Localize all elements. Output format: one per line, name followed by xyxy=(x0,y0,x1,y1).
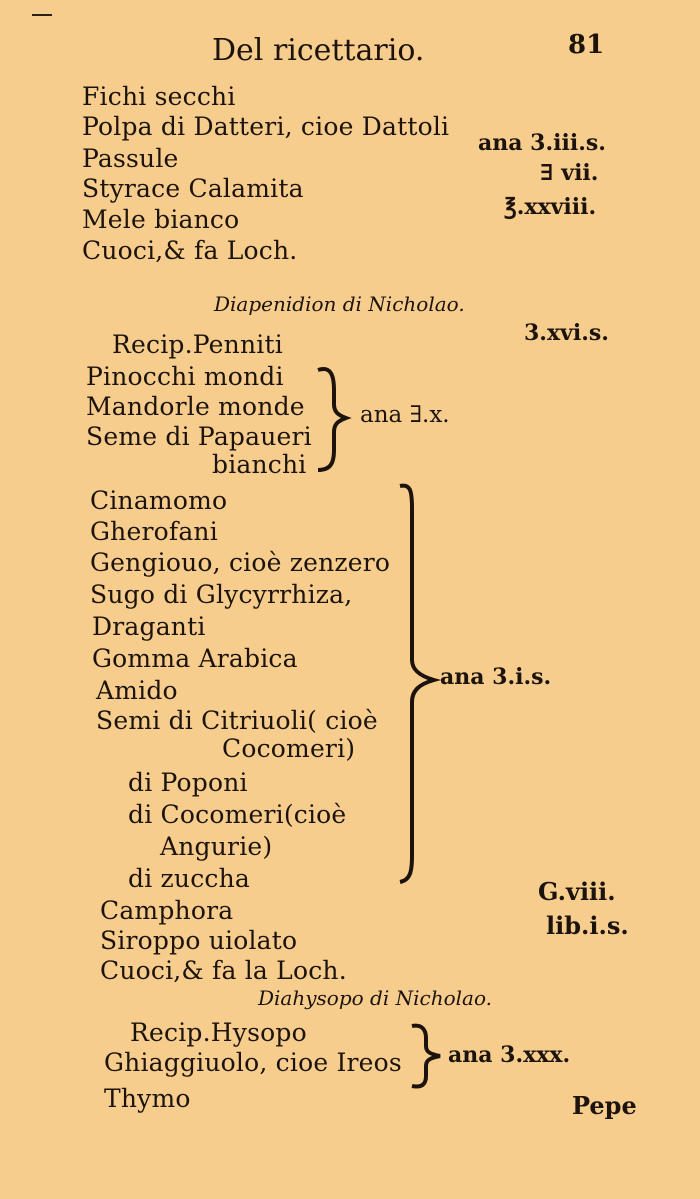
margin-mark xyxy=(32,14,52,16)
ingredient-line: Camphora xyxy=(100,896,234,925)
ingredient-line: Cocomeri) xyxy=(222,734,356,763)
ingredient-line: Polpa di Datteri, cioe Dattoli xyxy=(82,112,450,141)
ingredient-line: bianchi xyxy=(212,450,307,479)
running-title: Del ricettario. xyxy=(212,33,425,68)
ingredient-line: Gomma Arabica xyxy=(92,644,298,673)
ingredient-line: Seme di Papaueri xyxy=(86,422,312,451)
ingredient-line: Mandorle monde xyxy=(86,392,305,421)
ingredient-line: Siroppo uiolato xyxy=(100,926,298,955)
ingredient-line: Gherofani xyxy=(90,517,218,546)
ingredient-line: Sugo di Glycyrrhiza, xyxy=(90,580,353,609)
ingredient-line: Angurie) xyxy=(160,832,273,861)
recipe-heading: Diapenidion di Nicholao. xyxy=(214,292,465,316)
ingredient-line: Pinocchi mondi xyxy=(86,362,284,391)
curly-brace xyxy=(316,364,366,476)
quantity-label: 3.xvi.s. xyxy=(524,320,609,346)
recipe-line: Recip.Penniti xyxy=(112,330,283,359)
ingredient-line: Ghiaggiuolo, cioe Ireos xyxy=(104,1048,402,1077)
ingredient-line: Passule xyxy=(82,144,179,173)
ingredient-line: Cinamomo xyxy=(90,486,228,515)
quantity-label: ∃ vii. xyxy=(540,160,599,186)
quantity-label: ana 3.xxx. xyxy=(448,1042,571,1068)
quantity-label: G.viii. xyxy=(538,877,616,906)
ingredient-line: Styrace Calamita xyxy=(82,174,304,203)
curly-brace xyxy=(410,1022,450,1090)
ingredient-line: di Cocomeri(cioè xyxy=(128,800,347,829)
ingredient-line: Amido xyxy=(96,676,178,705)
quantity-label: lib.i.s. xyxy=(546,911,629,940)
quantity-label: ana ∃.x. xyxy=(360,402,450,428)
recipe-heading: Diahysopo di Nicholao. xyxy=(258,986,492,1010)
ingredient-line: di Poponi xyxy=(128,768,248,797)
ingredient-line: Gengiouo, cioè zenzero xyxy=(90,548,391,577)
ingredient-line: Semi di Citriuoli( cioè xyxy=(96,706,378,735)
ingredient-line: di zuccha xyxy=(128,864,251,893)
instruction-line: Cuoci,& fa Loch. xyxy=(82,236,298,265)
catchword: Pepe xyxy=(572,1091,637,1120)
ingredient-line: Mele bianco xyxy=(82,205,240,234)
ingredient-line: Draganti xyxy=(92,612,206,641)
quantity-label: ana 3.iii.s. xyxy=(478,130,606,156)
recipe-line: Recip.Hysopo xyxy=(130,1018,307,1047)
instruction-line: Cuoci,& fa la Loch. xyxy=(100,956,347,985)
ingredient-line: Fichi secchi xyxy=(82,82,236,111)
page-number: 81 xyxy=(568,30,605,60)
ingredient-line: Thymo xyxy=(104,1084,191,1113)
quantity-label: ana 3.i.s. xyxy=(440,664,552,690)
quantity-label: ℥.xxviii. xyxy=(504,194,597,220)
